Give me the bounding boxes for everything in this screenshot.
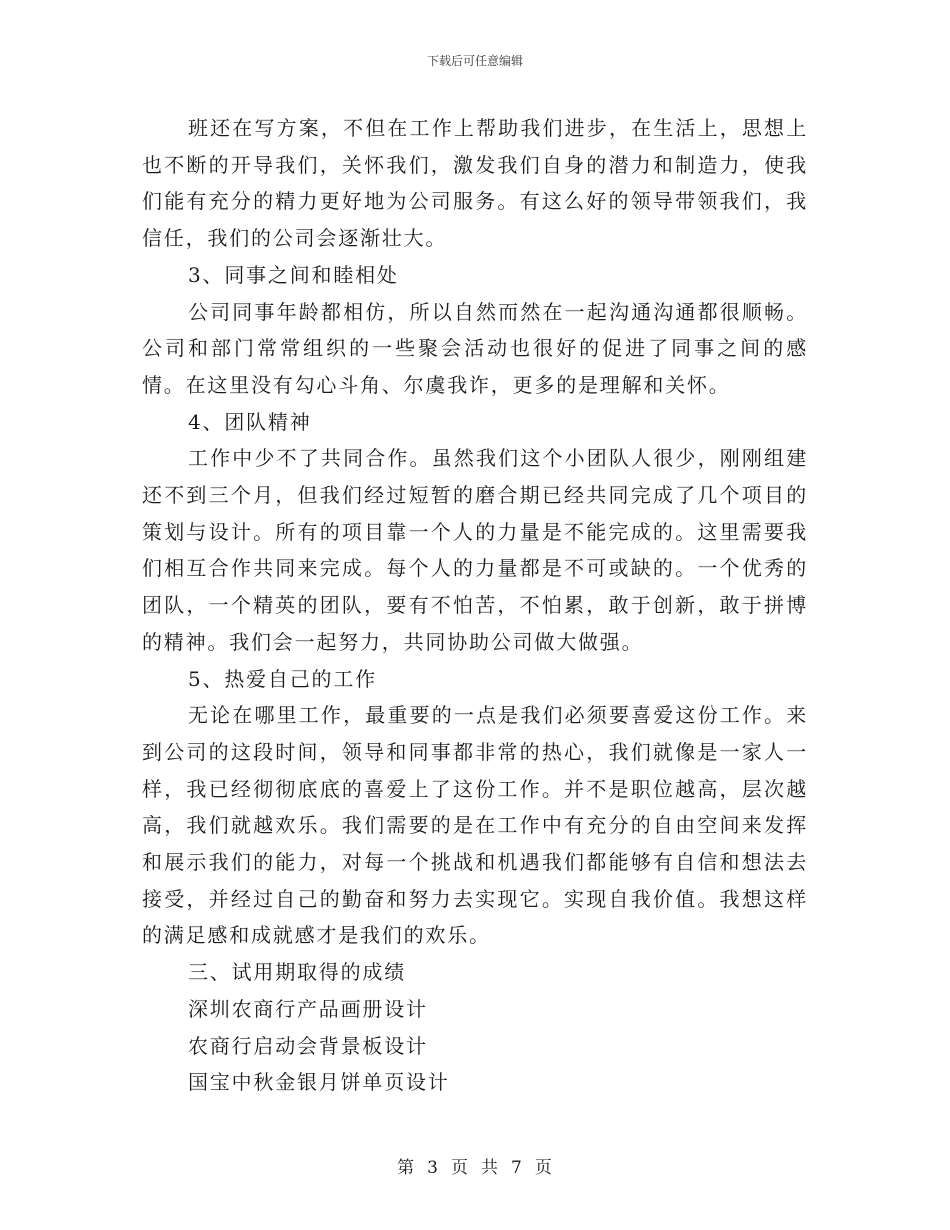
heading-love-work: 5、热爱自己的工作 <box>188 666 377 691</box>
page-footer <box>0 1153 950 1178</box>
paragraph-team-spirit: 工作中少不了共同合作。虽然我们这个小团队人很少，刚刚组建还不到三个月，但我们经过短暂的磨合期已经共同完成了几个项目的策划与设计。所有的项目靠一个人的力量是不能完成的。这里需要我们相互合作共同来完成。每个人的力量都是不可或缺的。一个优秀的团队，一个精英的团队，要有不怕苦，不怕累，敢于创新，敢于拼博的精神。我们会一起努力，共同协助公司做大做强。 <box>142 446 808 654</box>
list-item: 深圳农商行产品画册设计 <box>188 996 428 1021</box>
list-item: 农商行启动会背景板设计 <box>188 1033 428 1058</box>
footer-total-label: 共 <box>481 1158 499 1178</box>
paragraph-colleagues: 公司同事年龄都相仿，所以自然而然在一起沟通沟通都很顺畅。公司和部门常常组织的一些聚会活动也很好的促进了同事之间的感情。在这里没有勾心斗角、尔虞我诈，更多的是理解和关怀。 <box>142 299 808 397</box>
footer-prefix: 第 <box>397 1158 416 1178</box>
paragraph-love-work: 无论在哪里工作，最重要的一点是我们必须要喜爱这份工作。来到公司的这段时间，领导和同事都非常的热心，我们就像是一家人一样，我已经彻彻底底的喜爱上了这份工作。并不是职位越高，层次越高，我们就越欢乐。我们需要的是在工作中有充分的自由空间来发挥和展示我们的能力，对每一个挑战和机遇我们都能够有自信和想法去接受，并经过自己的勤奋和努力去实现它。实现自我价值。我想这样的满足感和成就感才是我们的欢乐。 <box>142 703 808 948</box>
page-number: 3 <box>427 1158 439 1178</box>
heading-team-spirit: 4、团队精神 <box>188 409 312 434</box>
list-item: 国宝中秋金银月饼单页设计 <box>188 1070 450 1095</box>
page-header: 下载后可任意编辑 <box>426 54 523 68</box>
footer-mid: 页 <box>451 1158 469 1178</box>
document-body <box>142 110 808 1101</box>
paragraph-leadership: 班还在写方案，不但在工作上帮助我们进步，在生活上，思想上也不断的开导我们，关怀我们，激发我们自身的潜力和制造力，使我们能有充分的精力更好地为公司服务。有这么好的领导带领我们，我信任，我们的公司会逐渐壮大。 <box>142 116 808 251</box>
heading-achievements: 三、试用期取得的成绩 <box>188 960 406 985</box>
heading-colleagues: 3、同事之间和睦相处 <box>188 262 399 287</box>
footer-suffix: 页 <box>534 1158 553 1178</box>
page-total: 7 <box>511 1158 523 1178</box>
